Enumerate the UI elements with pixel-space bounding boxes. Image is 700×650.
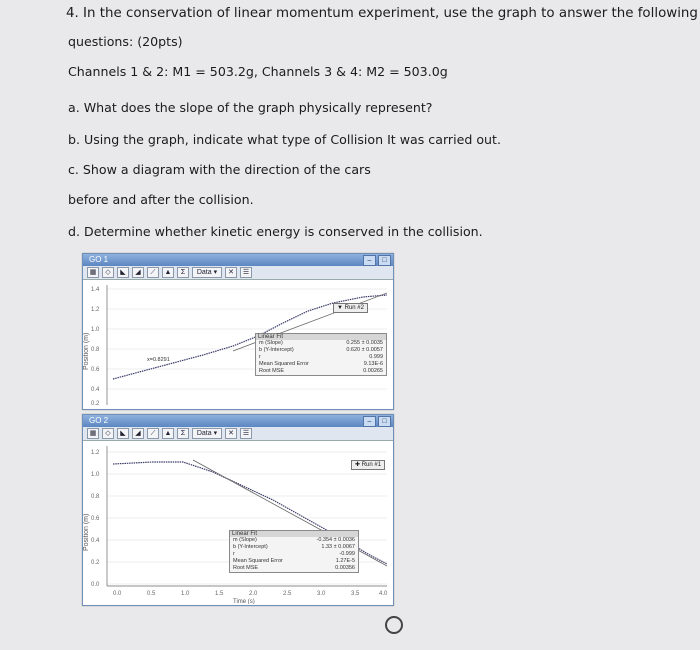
minimize-icon[interactable]: – (363, 416, 376, 427)
sigma-icon[interactable]: Σ (177, 267, 189, 278)
w1-curve-label: x=0.8291 (147, 357, 170, 363)
maximize-icon[interactable]: □ (378, 255, 391, 266)
w2-ytick: 0.8 (91, 494, 100, 500)
question-channels: Channels 1 & 2: M1 = 503.2g, Channels 3 & 4: M2 = 503.0g (68, 64, 448, 79)
fit-row: Root MSE 0.00356 (233, 565, 355, 571)
w1-ytick: 0.2 (91, 401, 100, 407)
w2-ytick: 1.0 (91, 472, 100, 478)
w2-xtick: 0.0 (113, 591, 122, 597)
data-dropdown-label: Data (196, 269, 212, 276)
w2-fit-box[interactable] (229, 530, 359, 573)
table-icon[interactable]: ▦ (87, 428, 99, 439)
options-icon[interactable]: ☰ (240, 267, 252, 278)
fit-row: Root MSE 0.00265 (259, 368, 383, 374)
w2-xtick: 0.5 (147, 591, 156, 597)
fit-row: Mean Squared Error 1.27E-5 (233, 558, 355, 564)
window-2-title: GO 2 (89, 416, 109, 425)
window-1-title: GO 1 (89, 255, 109, 264)
question-part-b: b. Using the graph, indicate what type of Collision It was carried out. (68, 132, 501, 147)
data-dropdown[interactable]: Data ▾ (192, 267, 222, 278)
maximize-icon[interactable]: □ (378, 416, 391, 427)
w2-xtick: 2.0 (249, 591, 258, 597)
fit-icon[interactable]: ⟋ (147, 428, 159, 439)
w1-ytick: 0.6 (91, 367, 100, 373)
zoom-icon[interactable]: ◇ (102, 428, 114, 439)
tangent-icon[interactable]: ◢ (132, 267, 144, 278)
question-part-d: d. Determine whether kinetic energy is conserved in the collision. (68, 224, 483, 239)
w2-x-axis-label: Time (s) (233, 599, 255, 604)
fit-icon[interactable]: ⟋ (147, 267, 159, 278)
w2-ytick: 1.2 (91, 450, 100, 456)
fit-row: r 0.999 (259, 354, 383, 360)
question-points: questions: (20pts) (68, 34, 183, 49)
w1-y-axis-label: Position (m) (83, 332, 90, 370)
w2-ytick: 0.2 (91, 560, 100, 566)
options-icon[interactable]: ☰ (240, 428, 252, 439)
examine-icon[interactable]: ◣ (117, 428, 129, 439)
question-part-c-line1: c. Show a diagram with the direction of the cars (68, 162, 371, 177)
w2-xtick: 4.0 (379, 591, 388, 597)
question-title: 4. In the conservation of linear momentum experiment, use the graph to answer the following (66, 6, 698, 21)
w2-run-tag[interactable]: ✚ Run #1 (351, 460, 385, 470)
w1-fit-box[interactable] (255, 333, 387, 376)
w2-xtick: 3.5 (351, 591, 360, 597)
w2-xtick: 1.5 (215, 591, 224, 597)
w2-run-label: Run #1 (361, 462, 382, 468)
w1-run-tag[interactable]: ▼ Run #2 (333, 303, 368, 313)
w1-fit-header: Linear Fit (256, 334, 386, 340)
w2-xtick: 1.0 (181, 591, 190, 597)
question-part-a: a. What does the slope of the graph physically represent? (68, 100, 433, 115)
window-2-titlebar[interactable] (83, 415, 393, 427)
fit-row: r -0.999 (233, 551, 355, 557)
table-icon[interactable]: ▦ (87, 267, 99, 278)
w1-ytick: 1.0 (91, 327, 100, 333)
window-1-toolbar (83, 266, 393, 280)
fit-row: m (Slope) -0.354 ± 0.0036 (233, 537, 355, 543)
circle-icon (385, 616, 403, 634)
stats-icon[interactable]: ▲ (162, 428, 174, 439)
fit-row: b (Y-Intercept) 0.620 ± 0.0057 (259, 347, 383, 353)
minimize-icon[interactable]: – (363, 255, 376, 266)
w2-xtick: 3.0 (317, 591, 326, 597)
w1-run-label: Run #2 (344, 305, 364, 311)
w2-ytick: 0.0 (91, 582, 100, 588)
data-dropdown-label: Data (196, 430, 212, 437)
w2-y-axis-label: Position (m) (83, 513, 90, 551)
w1-ytick: 1.4 (91, 287, 100, 293)
window-1-plot[interactable] (83, 281, 393, 409)
window-2-plot[interactable] (83, 442, 393, 605)
w1-ytick: 1.2 (91, 307, 100, 313)
question-part-c-line2: before and after the collision. (68, 192, 254, 207)
close-graph-icon[interactable]: ✕ (225, 267, 237, 278)
window-1-titlebar[interactable] (83, 254, 393, 266)
close-graph-icon[interactable]: ✕ (225, 428, 237, 439)
w2-xtick: 2.5 (283, 591, 292, 597)
window-2-plot-svg (83, 442, 391, 604)
graph-window-1[interactable] (82, 253, 394, 410)
fit-row: b (Y-Intercept) 1.33 ± 0.0067 (233, 544, 355, 550)
w2-fit-header: Linear Fit (230, 531, 358, 537)
examine-icon[interactable]: ◣ (117, 267, 129, 278)
graph-window-2[interactable] (82, 414, 394, 606)
window-2-toolbar (83, 427, 393, 441)
tangent-icon[interactable]: ◢ (132, 428, 144, 439)
sigma-icon[interactable]: Σ (177, 428, 189, 439)
fit-row: Mean Squared Error 9.13E-6 (259, 361, 383, 367)
w2-ytick: 0.4 (91, 538, 100, 544)
data-dropdown[interactable]: Data ▾ (192, 428, 222, 439)
w1-ytick: 0.8 (91, 347, 100, 353)
stats-icon[interactable]: ▲ (162, 267, 174, 278)
zoom-icon[interactable]: ◇ (102, 267, 114, 278)
w2-ytick: 0.6 (91, 516, 100, 522)
w1-ytick: 0.4 (91, 387, 100, 393)
fit-row: m (Slope) 0.255 ± 0.0035 (259, 340, 383, 346)
